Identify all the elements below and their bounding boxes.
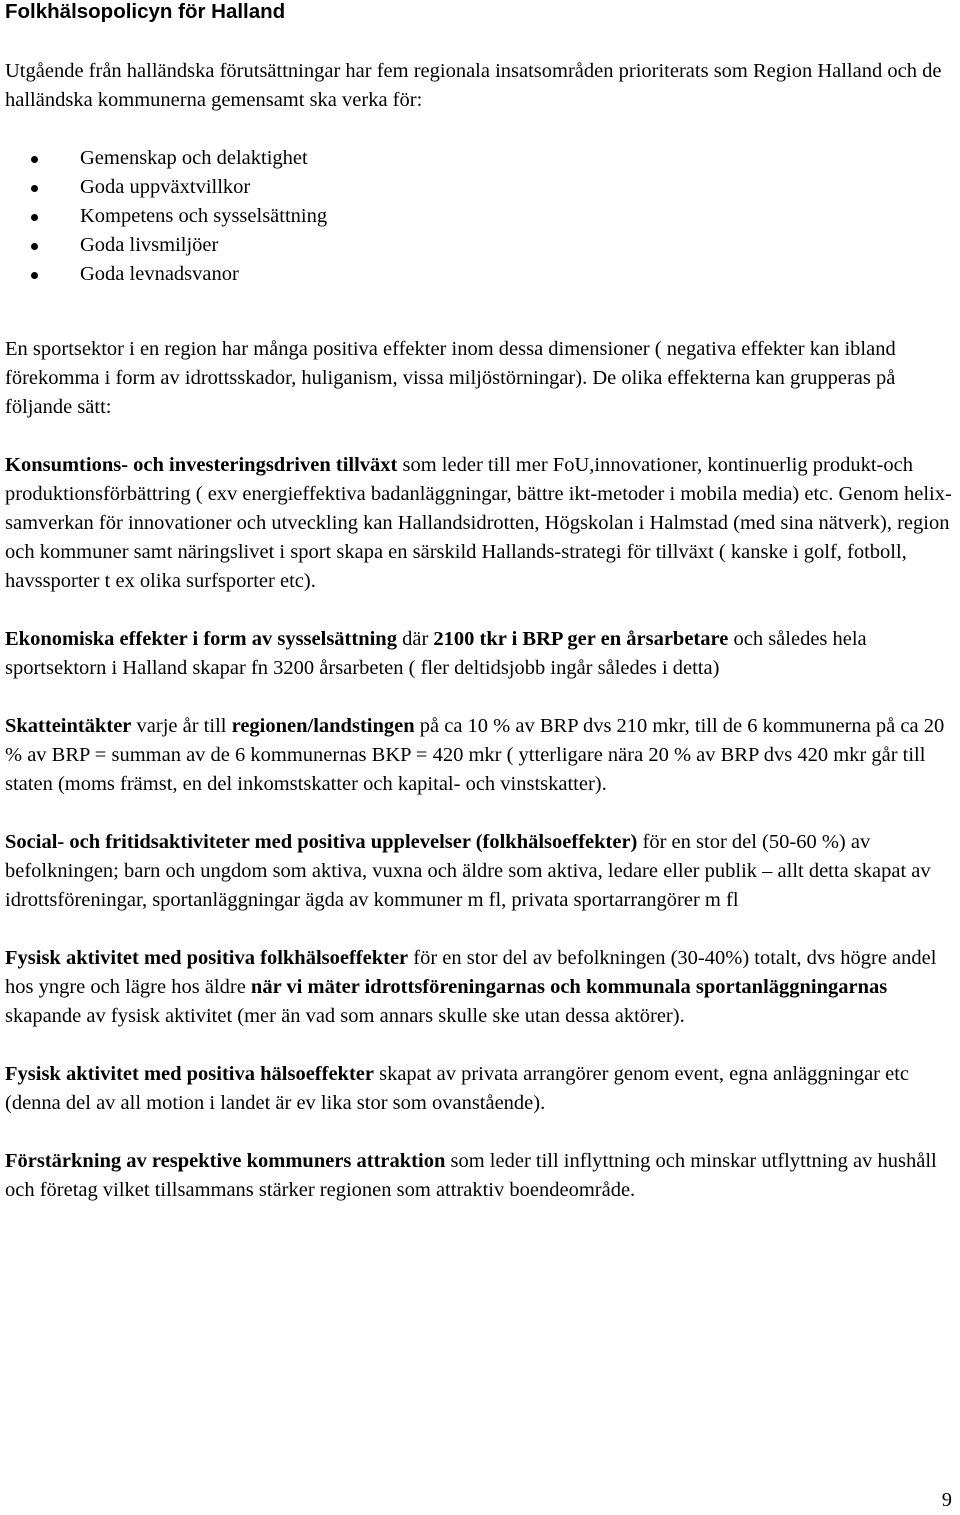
sector-paragraph: En sportsektor i en region har många positiva effekter inom dessa dimensioner ( negativa effekter kan ibland förekomma i form av idrottsskador, huliganism, vissa miljöstörningar). De olika effekterna kan grupperas på följande sätt:	[5, 338, 896, 418]
attraction-heading: Förstärkning av respektive kommuners attraktion	[5, 1150, 446, 1172]
page-number: 9	[941, 1489, 952, 1511]
physical-activity-text-2: skapande av fysisk aktivitet (mer än vad som annars skulle ske utan dessa aktörer).	[5, 1005, 685, 1027]
employment-paragraph	[5, 625, 957, 683]
list-item-text: Gemenskap och delaktighet	[80, 147, 308, 169]
bullet-icon	[31, 272, 38, 279]
list-item	[5, 260, 957, 289]
tax-text-2: på ca 10 % av BRP dvs 210 mkr, till de 6 kommunerna på ca 20 % av BRP = summan av de 6 kommunernas BKP = 420 mkr ( ytterligare nära 20 % av BRP dvs 420 mkr går till staten (moms främst, en del inkomstskatter och kapital- och vinstskatter).	[5, 715, 945, 795]
priority-list	[5, 144, 957, 289]
bullet-icon	[31, 214, 38, 221]
physical-activity-health-paragraph	[5, 1060, 957, 1118]
attraction-text: som leder till inflyttning och minskar utflyttning av hushåll och företag vilket tillsammans stärker regionen som attraktiv boendeområde.	[5, 1150, 937, 1201]
list-item-text: Kompetens och sysselsättning	[80, 205, 328, 227]
health-effects-heading: Fysisk aktivitet med positiva hälsoeffekter	[5, 1063, 374, 1085]
list-item	[5, 144, 957, 173]
physical-activity-text-1: för en stor del av befolkningen (30-40%) totalt, dvs högre andel hos yngre och lägre hos äldre	[5, 947, 937, 998]
growth-paragraph	[5, 451, 957, 596]
employment-heading: Ekonomiska effekter i form av sysselsättning	[5, 628, 397, 650]
attraction-paragraph	[5, 1147, 957, 1205]
physical-activity-public-health-paragraph	[5, 944, 957, 1031]
physical-activity-emphasis: när vi mäter idrottsföreningarnas och kommunala sportanläggningarnas	[250, 976, 888, 998]
tax-text-1: varje år till	[131, 715, 232, 737]
physical-activity-heading: Fysisk aktivitet med positiva folkhälsoeffekter	[5, 947, 409, 969]
document-title: Folkhälsopolicyn för Halland	[5, 0, 286, 23]
tax-heading: Skatteintäkter	[5, 715, 132, 737]
list-item	[5, 202, 957, 231]
tax-emphasis: regionen/landstingen	[231, 715, 415, 737]
health-effects-text: skapat av privata arrangörer genom event, egna anläggningar etc (denna del av all motion i landet är ev lika stor som ovanstående).	[5, 1063, 910, 1114]
social-heading: Social- och fritidsaktiviteter med positiva upplevelser (folkhälsoeffekter)	[5, 831, 638, 853]
social-paragraph	[5, 828, 957, 915]
growth-heading: Konsumtions- och investeringsdriven tillväxt	[5, 454, 398, 476]
list-item-text: Goda livsmiljöer	[80, 234, 219, 256]
intro-paragraph: Utgående från halländska förutsättningar har fem regionala insatsområden prioriterats som Region Halland och de halländska kommunerna gemensamt ska verka för:	[5, 60, 942, 111]
list-item-text: Goda uppväxtvillkor	[80, 176, 251, 198]
social-text: för en stor del (50-60 %) av befolkningen; barn och ungdom som aktiva, vuxna och äldre som aktiva, ledare eller publik – allt detta skapat av idrottsföreningar, sportanläggningar ägda av kommuner m fl, privata sportarrangörer m fl	[5, 831, 931, 911]
bullet-icon	[31, 156, 38, 163]
document-page	[5, 0, 957, 1205]
list-item-text: Goda levnadsvanor	[80, 263, 239, 285]
tax-paragraph	[5, 712, 957, 799]
list-item	[5, 231, 957, 260]
employment-emphasis: 2100 tkr i BRP ger en årsarbetare	[433, 628, 729, 650]
bullet-icon	[31, 243, 38, 250]
growth-text: som leder till mer FoU,innovationer, kontinuerlig produkt-och produktionsförbättring ( exv energieffektiva badanläggningar, bättre ikt-metoder i mobila media) etc. Genom helix-samverkan för innovationer och utveckling kan Hallandsidrotten, Högskolan i Halmstad (med sina nätverk), region och kommuner samt näringslivet i sport skapa en särskild Hallands-strategi för tillväxt ( kanske i golf, fotboll, havssporter t ex olika surfsporter etc).	[5, 454, 952, 592]
list-item	[5, 173, 957, 202]
bullet-icon	[31, 185, 38, 192]
employment-text-1: där	[396, 628, 434, 650]
employment-text-2: och således hela sportsektorn i Halland skapar fn 3200 årsarbeten ( fler deltidsjobb ingår således i detta)	[5, 628, 867, 679]
